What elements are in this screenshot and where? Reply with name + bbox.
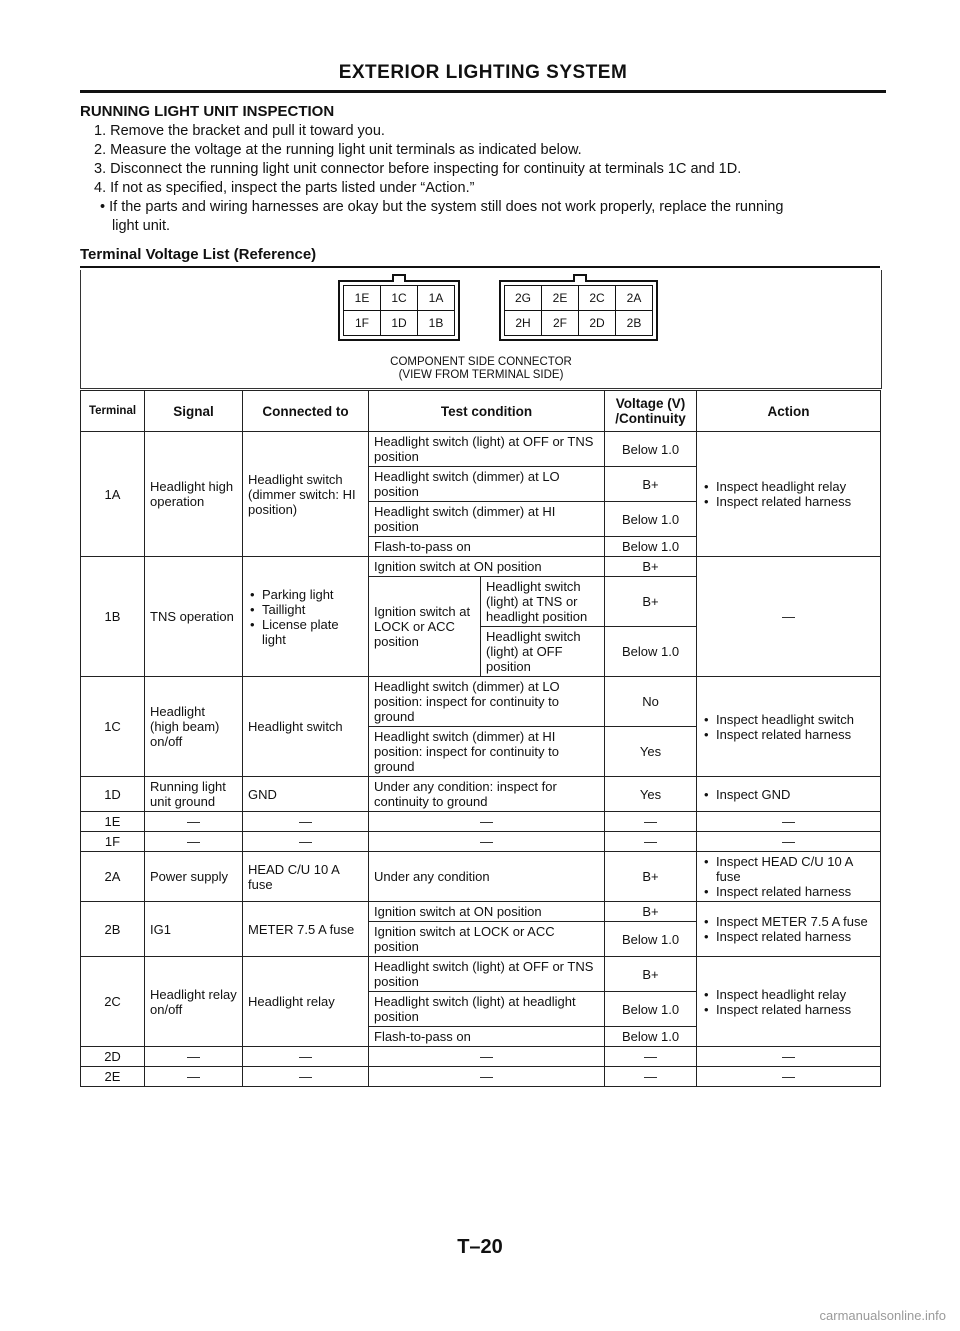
action-cell: [697, 432, 881, 557]
connected-item: • License plate light: [262, 617, 363, 647]
table-row: [81, 1067, 881, 1087]
dash-cell: —: [369, 832, 605, 852]
signal-cell: Power supply: [145, 852, 243, 902]
action-item: • Inspect METER 7.5 A fuse: [716, 914, 875, 929]
note-cont: light unit.: [112, 218, 171, 234]
test-cell: Headlight switch (dimmer) at LO position: [369, 467, 605, 502]
action-item: • Inspect GND: [716, 787, 875, 802]
connector-right-tab: [573, 274, 587, 282]
pin: 1B: [418, 311, 455, 336]
dash-cell: —: [243, 1067, 369, 1087]
test-cell: Under any condition: inspect for continuity to ground: [369, 777, 605, 812]
table-row: [81, 432, 881, 467]
dash-cell: —: [145, 812, 243, 832]
voltage-cell: B+: [605, 902, 697, 922]
connected-item: • Parking light: [262, 587, 363, 602]
pin: 2D: [579, 311, 616, 336]
terminal-cell: 2D: [81, 1047, 145, 1067]
connected-cell: GND: [243, 777, 369, 812]
connector-caption: [81, 356, 881, 382]
step-2: 2. Measure the voltage at the running light unit terminals as indicated below.: [94, 142, 582, 158]
signal-cell: Headlight high operation: [145, 432, 243, 557]
pin: 1D: [381, 311, 418, 336]
connector-diagram: [80, 270, 882, 389]
pin: 2G: [505, 286, 542, 311]
subheading: Terminal Voltage List (Reference): [80, 246, 317, 263]
signal-cell: Running light unit ground: [145, 777, 243, 812]
header-row: [81, 391, 881, 432]
pin: 1E: [344, 286, 381, 311]
voltage-cell: Below 1.0: [605, 537, 697, 557]
voltage-h2: /Continuity: [615, 411, 686, 426]
step-1: 1. Remove the bracket and pull it toward you.: [94, 123, 385, 139]
page-number: T–20: [457, 1236, 503, 1258]
dash-cell: —: [243, 1047, 369, 1067]
col-terminal: Terminal: [81, 391, 145, 432]
terminal-voltage-table: [80, 390, 881, 1087]
col-signal: Signal: [145, 391, 243, 432]
dash-cell: —: [145, 1067, 243, 1087]
test-cell: Flash-to-pass on: [369, 537, 605, 557]
pin: 2E: [542, 286, 579, 311]
connected-cell: HEAD C/U 10 A fuse: [243, 852, 369, 902]
voltage-cell: Yes: [605, 727, 697, 777]
test-cell: Headlight switch (light) at OFF or TNS position: [369, 432, 605, 467]
connected-cell: METER 7.5 A fuse: [243, 902, 369, 957]
action-item: • Inspect related harness: [716, 494, 875, 509]
terminal-cell: 2C: [81, 957, 145, 1047]
dash-cell: —: [369, 1067, 605, 1087]
voltage-cell: Below 1.0: [605, 432, 697, 467]
voltage-cell: No: [605, 677, 697, 727]
dash-cell: —: [145, 1047, 243, 1067]
test-cell: Headlight switch (dimmer) at LO position: inspect for continuity to ground: [369, 677, 605, 727]
voltage-cell: Below 1.0: [605, 502, 697, 537]
col-connected: Connected to: [243, 391, 369, 432]
pin: 1C: [381, 286, 418, 311]
voltage-cell: B+: [605, 467, 697, 502]
terminal-cell: 2B: [81, 902, 145, 957]
pin: 1A: [418, 286, 455, 311]
voltage-cell: B+: [605, 577, 697, 627]
action-item: • Inspect HEAD C/U 10 A fuse: [716, 854, 875, 884]
dash-cell: —: [243, 812, 369, 832]
action-item: • Inspect related harness: [716, 1002, 875, 1017]
dash-cell: —: [605, 832, 697, 852]
dash-cell: —: [605, 1047, 697, 1067]
pin: 2H: [505, 311, 542, 336]
watermark: carmanualsonline.info: [819, 1308, 946, 1323]
dash-cell: —: [605, 1067, 697, 1087]
page-header: EXTERIOR LIGHTING SYSTEM: [338, 62, 628, 83]
table-row: [81, 1047, 881, 1067]
step-4: 4. If not as specified, inspect the parts listed under “Action.”: [94, 180, 475, 196]
connector-right: [499, 280, 658, 341]
col-voltage: [605, 391, 697, 432]
action-item: • Inspect related harness: [716, 884, 875, 899]
col-test: Test condition: [369, 391, 605, 432]
subheading-rule: [80, 266, 880, 268]
action-cell: [697, 902, 881, 957]
dash-cell: —: [145, 832, 243, 852]
table-row: [81, 902, 881, 922]
instruction-steps: [94, 122, 884, 236]
terminal-cell: 1E: [81, 812, 145, 832]
test-cell: Flash-to-pass on: [369, 1027, 605, 1047]
test-cell: Headlight switch (light) at TNS or headlight position: [481, 577, 605, 627]
test-cell: Ignition switch at LOCK or ACC position: [369, 922, 605, 957]
connected-cell: Headlight relay: [243, 957, 369, 1047]
action-item: • Inspect headlight relay: [716, 479, 875, 494]
test-cell: Under any condition: [369, 852, 605, 902]
dash-cell: —: [697, 1067, 881, 1087]
action-item: • Inspect headlight relay: [716, 987, 875, 1002]
dash-cell: —: [369, 812, 605, 832]
voltage-cell: B+: [605, 852, 697, 902]
voltage-cell: Below 1.0: [605, 627, 697, 677]
terminal-cell: 2A: [81, 852, 145, 902]
test-cell: Headlight switch (dimmer) at HI position: inspect for continuity to ground: [369, 727, 605, 777]
pin: 2B: [616, 311, 653, 336]
note: • If the parts and wiring harnesses are okay but the system still does not work properly, replace the running: [100, 199, 784, 215]
step-3: 3. Disconnect the running light unit connector before inspecting for continuity at terminals 1C and 1D.: [94, 161, 742, 177]
signal-cell: TNS operation: [145, 557, 243, 677]
test-cell: Ignition switch at ON position: [369, 902, 605, 922]
action-cell: [697, 957, 881, 1047]
header-rule: [80, 90, 886, 93]
terminal-cell: 1F: [81, 832, 145, 852]
table-row: [81, 812, 881, 832]
section-title: RUNNING LIGHT UNIT INSPECTION: [80, 103, 335, 120]
voltage-cell: B+: [605, 557, 697, 577]
voltage-cell: Below 1.0: [605, 922, 697, 957]
dash-cell: —: [697, 1047, 881, 1067]
test-cell: Headlight switch (light) at headlight position: [369, 992, 605, 1027]
pin: 1F: [344, 311, 381, 336]
dash-cell: —: [697, 812, 881, 832]
pin: 2F: [542, 311, 579, 336]
voltage-cell: Below 1.0: [605, 1027, 697, 1047]
dash-cell: —: [605, 812, 697, 832]
terminal-cell: 1B: [81, 557, 145, 677]
action-cell: [697, 852, 881, 902]
action-cell: [697, 777, 881, 812]
voltage-cell: Yes: [605, 777, 697, 812]
note-line-1: If the parts and wiring harnesses are okay but the system still does not work properly, replace the running: [109, 199, 784, 215]
connected-cell: Headlight switch: [243, 677, 369, 777]
action-cell: —: [697, 557, 881, 677]
table-row: [81, 957, 881, 992]
connector-left: [338, 280, 460, 341]
connector-left-tab: [392, 274, 406, 282]
table-row: [81, 677, 881, 727]
action-item: • Inspect headlight switch: [716, 712, 875, 727]
action-cell: [697, 677, 881, 777]
connected-cell: Headlight switch (dimmer switch: HI position): [243, 432, 369, 557]
dash-cell: —: [369, 1047, 605, 1067]
test-cell: Headlight switch (dimmer) at HI position: [369, 502, 605, 537]
test-cell: Headlight switch (light) at OFF or TNS position: [369, 957, 605, 992]
test-group-cell: Ignition switch at LOCK or ACC position: [369, 577, 481, 677]
signal-cell: IG1: [145, 902, 243, 957]
test-cell: Ignition switch at ON position: [369, 557, 605, 577]
table-row: [81, 852, 881, 902]
voltage-h1: Voltage (V): [615, 396, 686, 411]
connected-cell: [243, 557, 369, 677]
table-row: [81, 557, 881, 577]
caption-line-2: (VIEW FROM TERMINAL SIDE): [398, 369, 564, 381]
connected-item: • Taillight: [262, 602, 363, 617]
signal-cell: Headlight relay on/off: [145, 957, 243, 1047]
voltage-cell: B+: [605, 957, 697, 992]
table-row: [81, 777, 881, 812]
voltage-cell: Below 1.0: [605, 992, 697, 1027]
pin: 2C: [579, 286, 616, 311]
terminal-cell: 2E: [81, 1067, 145, 1087]
terminal-cell: 1A: [81, 432, 145, 557]
terminal-cell: 1C: [81, 677, 145, 777]
dash-cell: —: [243, 832, 369, 852]
col-action: Action: [697, 391, 881, 432]
dash-cell: —: [697, 832, 881, 852]
terminal-cell: 1D: [81, 777, 145, 812]
test-cell: Headlight switch (light) at OFF position: [481, 627, 605, 677]
table-row: [81, 832, 881, 852]
pin: 2A: [616, 286, 653, 311]
signal-cell: Headlight (high beam) on/off: [145, 677, 243, 777]
caption-line-1: COMPONENT SIDE CONNECTOR: [390, 356, 572, 368]
action-item: • Inspect related harness: [716, 727, 875, 742]
action-item: • Inspect related harness: [716, 929, 875, 944]
